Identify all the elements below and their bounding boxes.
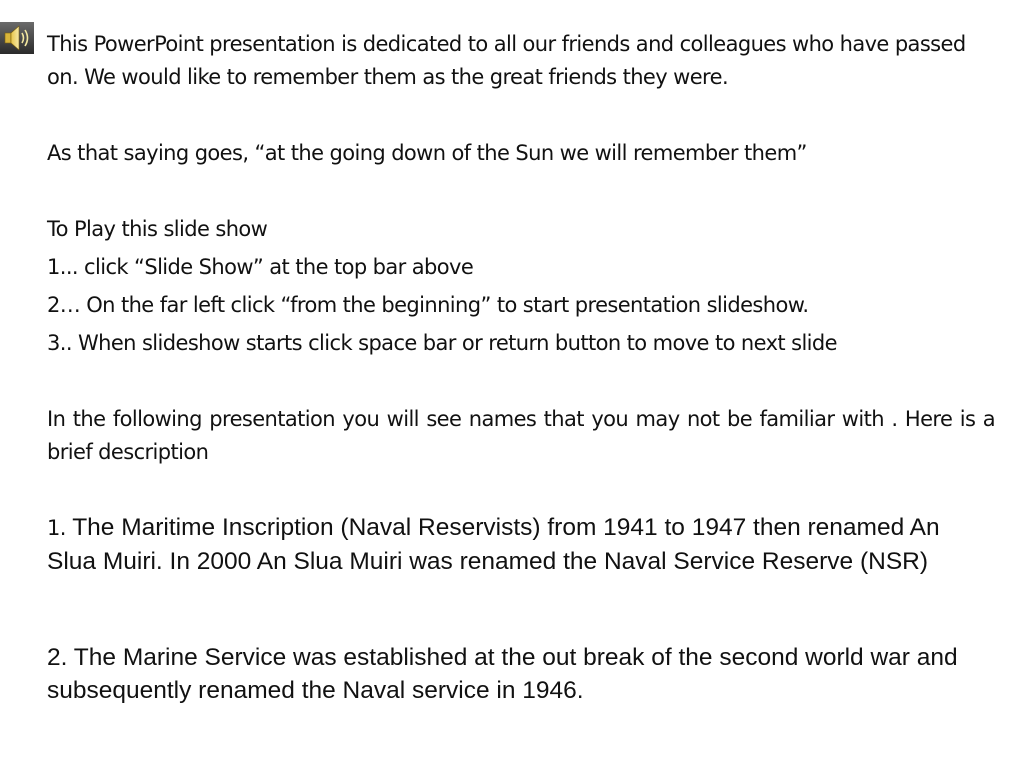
instructions-heading: To Play this slide show bbox=[47, 217, 268, 241]
item-1-text: The Maritime Inscription (Naval Reservists) from 1941 to 1947 then renamed An Slua Muiri. In 2000 An Slua Muiri was renamed the Naval Service Reserve (NSR) bbox=[47, 514, 940, 575]
description-item-2: 2. The Marine Service was established at the out break of the second world war and subsequently renamed the Naval service in 1946. bbox=[47, 644, 958, 704]
instructions bbox=[47, 213, 995, 365]
item-1-number: 1. bbox=[47, 516, 66, 540]
saying-text: As that saying goes, “at the going down of the Sun we will remember them” bbox=[47, 141, 807, 165]
instruction-step-3: 3.. When slideshow starts click space bar or return button to move to next slide bbox=[47, 331, 837, 355]
description-intro: In the following presentation you will see names that you may not be familiar with . Here is a brief description bbox=[47, 407, 995, 464]
speaker-icon[interactable] bbox=[0, 22, 34, 54]
dedication-text: This PowerPoint presentation is dedicated to all our friends and colleagues who have passed on. We would like to remember them as the great friends they were. bbox=[47, 32, 966, 89]
description-item-1 bbox=[47, 511, 995, 578]
instruction-step-2: 2… On the far left click “from the beginning” to start presentation slideshow. bbox=[47, 293, 809, 317]
instruction-step-1: 1... click “Slide Show” at the top bar above bbox=[47, 255, 474, 279]
